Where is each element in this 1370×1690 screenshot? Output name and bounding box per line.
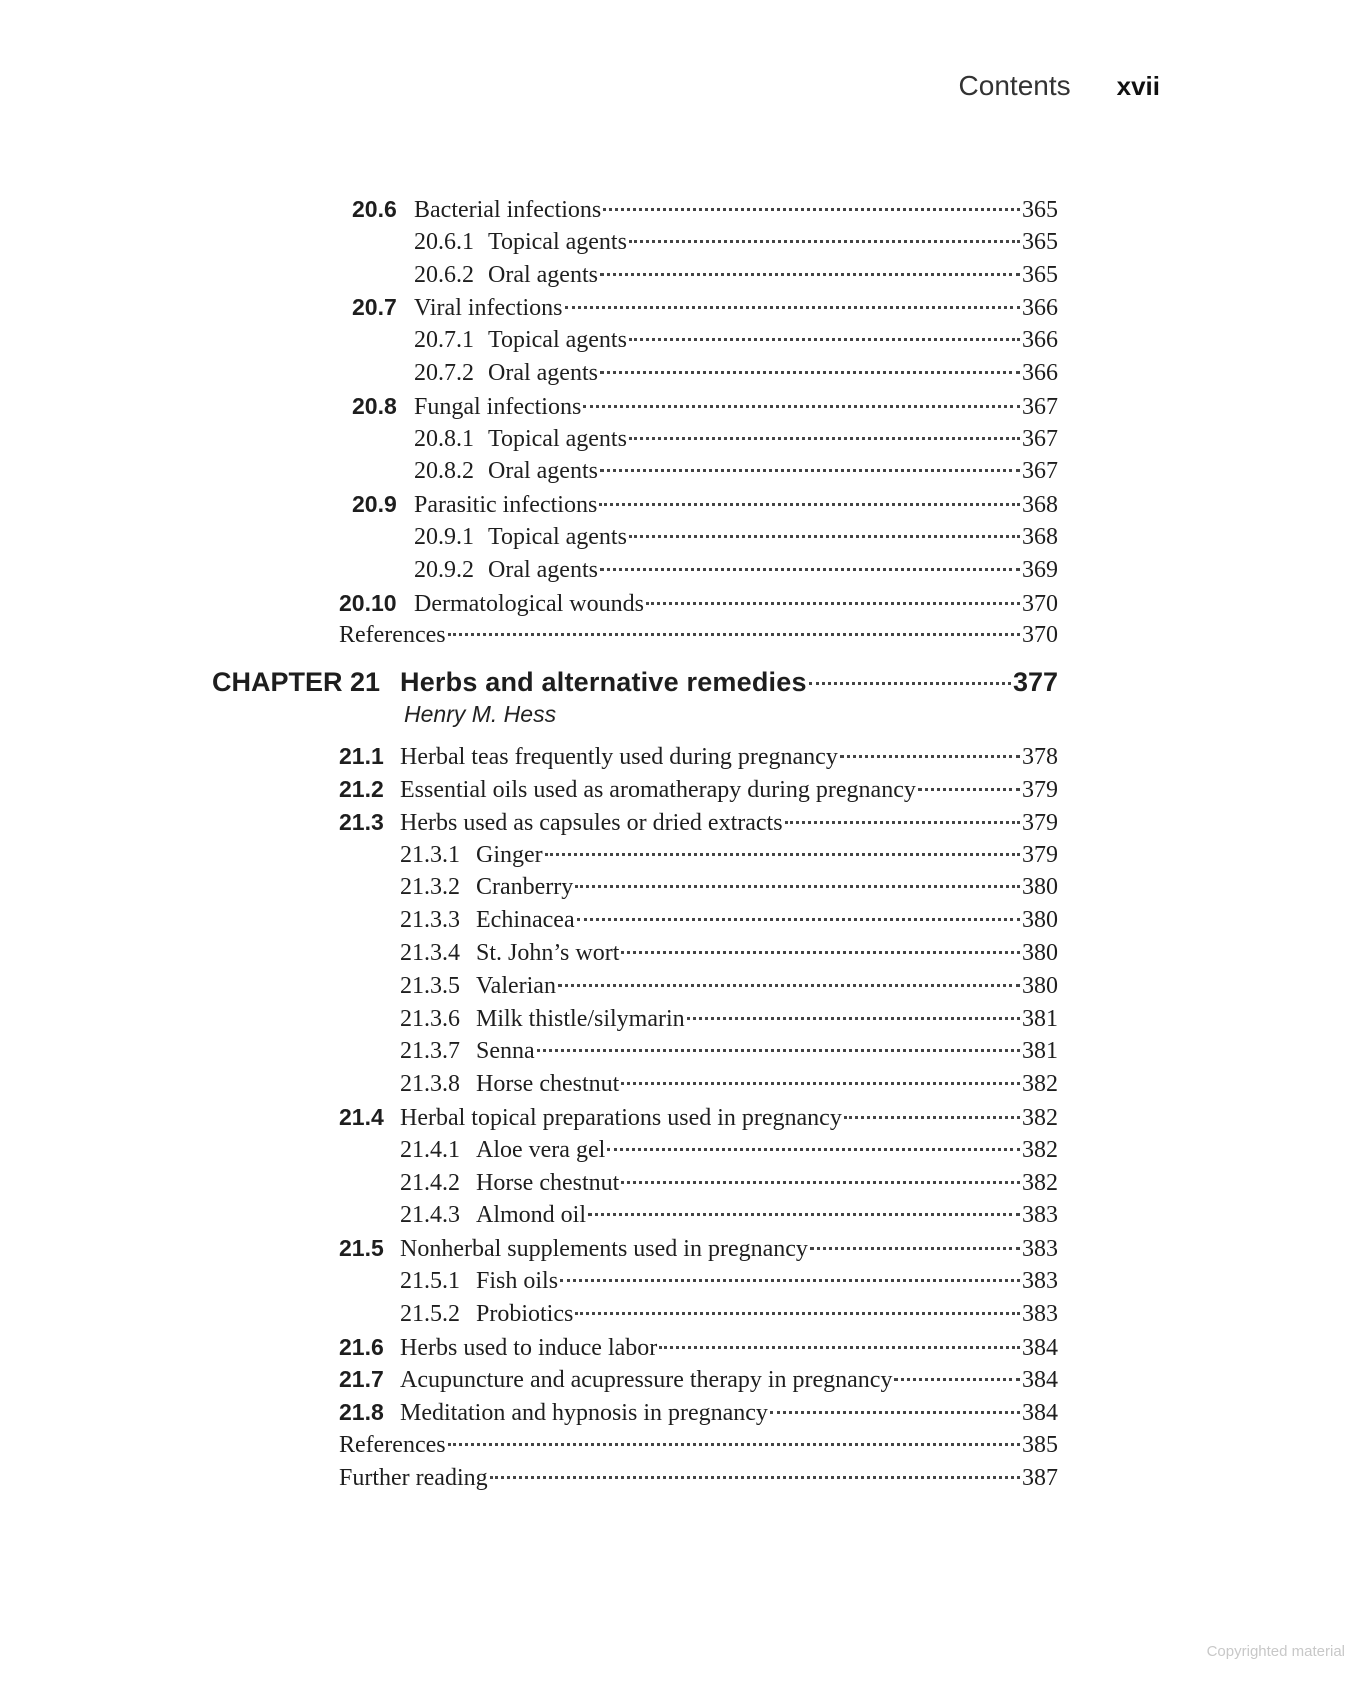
toc-entry-number: 21.4.3 [400, 1202, 460, 1229]
chapter-page: 377 [1012, 667, 1058, 698]
toc-entry[interactable] [414, 358, 1058, 388]
toc-entry-title: Horse chestnut [476, 1071, 620, 1098]
toc-entry[interactable] [400, 840, 1058, 870]
toc-entry-number: 20.10 [339, 589, 397, 616]
toc-entry-number: 21.3.5 [400, 972, 460, 999]
toc-entry-title: Cranberry [476, 874, 574, 901]
toc-entry-page: 387 [1022, 1464, 1058, 1491]
toc-entry-title: Topical agents [488, 228, 627, 255]
toc-entry-number: 21.1 [339, 743, 384, 770]
toc-entry-number: 21.6 [339, 1333, 384, 1360]
toc-entry-page: 382 [1022, 1071, 1058, 1098]
toc-entry[interactable] [352, 194, 1058, 225]
toc-entry[interactable] [400, 872, 1058, 902]
toc-entry-title: Probiotics [476, 1300, 574, 1327]
toc-entry[interactable] [400, 1266, 1058, 1296]
toc-entry-number: 21.3.3 [400, 907, 460, 934]
toc-entry-title: Echinacea [476, 907, 575, 934]
toc-entry-page: 368 [1022, 524, 1058, 550]
toc-entry-number: 21.2 [339, 776, 384, 802]
dot-leader [599, 503, 1020, 506]
toc-entry-title: Oral agents [488, 261, 598, 288]
toc-entry-page: 368 [1022, 492, 1058, 519]
toc-entry[interactable] [339, 1397, 1058, 1428]
toc-entry[interactable] [339, 1102, 1058, 1133]
dot-leader [621, 951, 1020, 954]
toc-entry-number: 21.3.2 [400, 874, 460, 901]
toc-entry-number: 21.8 [339, 1399, 384, 1426]
dot-leader [448, 633, 1020, 636]
toc-entry-page: 366 [1022, 295, 1058, 322]
toc-entry-title: Topical agents [488, 425, 627, 452]
dot-leader [490, 1476, 1020, 1479]
toc-entry-title: Fungal infections [414, 393, 582, 420]
toc-entry-page: 366 [1022, 327, 1058, 354]
toc-entry-page: 367 [1022, 458, 1058, 485]
toc-entry-title: Topical agents [488, 327, 627, 354]
toc-entry-title: Dermatological wounds [414, 590, 644, 617]
dot-leader [629, 338, 1020, 341]
toc-entry-title: Herbal topical preparations used in pregnancy [400, 1105, 842, 1131]
running-header [959, 70, 1160, 102]
toc-entry[interactable] [400, 1168, 1058, 1198]
toc-entry[interactable] [339, 774, 1058, 805]
dot-leader [621, 1181, 1020, 1184]
toc-entry-title: Fish oils [476, 1268, 559, 1294]
dot-leader [687, 1017, 1020, 1020]
toc-entry[interactable] [339, 807, 1058, 838]
toc-entry[interactable] [400, 1069, 1058, 1099]
dot-leader [583, 405, 1020, 408]
dot-leader [545, 853, 1020, 856]
toc-entry[interactable] [339, 1364, 1058, 1395]
toc-entry-title: References [339, 1432, 446, 1458]
dot-leader [840, 755, 1020, 758]
toc-entry-page: 380 [1022, 907, 1058, 934]
dot-leader [918, 788, 1020, 791]
toc-entry-title: Valerian [476, 972, 556, 999]
toc-entry-page: 381 [1022, 1005, 1058, 1032]
toc-entry-page: 383 [1022, 1236, 1058, 1263]
dot-leader [770, 1411, 1020, 1414]
toc-entry[interactable] [400, 1004, 1058, 1034]
toc-entry[interactable] [414, 227, 1058, 257]
toc-entry-number: 20.7.1 [414, 327, 474, 354]
toc-entry-title: St. John’s wort [476, 940, 620, 966]
toc-entry-number: 21.5.1 [400, 1268, 460, 1294]
toc-entry-page: 369 [1022, 556, 1058, 583]
toc-entry-number: 20.9.2 [414, 556, 474, 583]
toc-entry-number: 20.6.2 [414, 261, 474, 288]
dot-leader [809, 682, 1011, 685]
toc-entry[interactable] [400, 938, 1058, 968]
toc-entry-title: References [339, 622, 446, 649]
toc-entry-page: 379 [1022, 841, 1058, 868]
toc-entry[interactable] [352, 489, 1058, 520]
dot-leader [785, 821, 1020, 824]
toc-entry-page: 384 [1022, 1367, 1058, 1394]
toc-entry[interactable] [400, 905, 1058, 935]
toc-entry-number: 21.5 [339, 1235, 384, 1262]
dot-leader [810, 1247, 1020, 1250]
toc-entry-page: 367 [1022, 425, 1058, 452]
toc-entry-title: Oral agents [488, 458, 598, 485]
toc-entry-title: Viral infections [414, 295, 563, 322]
toc-entry[interactable] [400, 1299, 1058, 1329]
toc-entry-number: 20.8 [352, 392, 397, 419]
toc-entry-number: 21.5.2 [400, 1300, 460, 1327]
toc-entry-title: Oral agents [488, 360, 598, 386]
toc-entry[interactable] [414, 260, 1058, 290]
toc-entry[interactable] [339, 1332, 1058, 1363]
dot-leader [621, 1082, 1020, 1085]
toc-entry-number: 20.8.1 [414, 425, 474, 452]
toc-entry-page: 382 [1022, 1136, 1058, 1163]
dot-leader [560, 1279, 1020, 1282]
toc-entry[interactable] [339, 1463, 1058, 1493]
chapter-label: CHAPTER 21 [212, 667, 381, 698]
toc-entry-title: Meditation and hypnosis in pregnancy [400, 1400, 768, 1427]
dot-leader [588, 1213, 1020, 1216]
dot-leader [603, 208, 1020, 211]
toc-entry-number: 20.7 [352, 294, 397, 321]
toc-entry-number: 20.6 [352, 196, 397, 222]
dot-leader [600, 371, 1020, 374]
chapter-author: Henry M. Hess [404, 701, 557, 728]
toc-entry-page: 378 [1022, 744, 1058, 771]
toc-entry-number: 20.7.2 [414, 360, 474, 386]
toc-entry[interactable] [400, 1135, 1058, 1165]
toc-entry[interactable] [400, 1200, 1058, 1230]
toc-entry-page: 370 [1022, 590, 1058, 617]
toc-entry-page: 385 [1022, 1432, 1058, 1458]
dot-leader [600, 273, 1020, 276]
toc-entry[interactable] [339, 620, 1058, 650]
toc-entry[interactable] [352, 391, 1058, 422]
toc-entry-title: Oral agents [488, 556, 598, 583]
toc-entry[interactable] [339, 588, 1058, 619]
toc-entry-title: Topical agents [488, 524, 627, 550]
toc-entry-number: 21.3.4 [400, 940, 460, 966]
dot-leader [600, 568, 1020, 571]
dot-leader [575, 885, 1020, 888]
toc-entry-title: Ginger [476, 841, 543, 868]
toc-entry[interactable] [339, 1233, 1058, 1264]
toc-entry-page: 382 [1022, 1169, 1058, 1196]
toc-entry-page: 365 [1022, 197, 1058, 223]
toc-entry-title: Senna [476, 1038, 535, 1065]
toc-entry-page: 383 [1022, 1202, 1058, 1229]
toc-entry-page: 384 [1022, 1334, 1058, 1361]
toc-entry-number: 21.3.6 [400, 1005, 460, 1032]
dot-leader [607, 1148, 1020, 1151]
dot-leader [659, 1346, 1020, 1349]
dot-leader [575, 1312, 1020, 1315]
toc-entry-page: 383 [1022, 1268, 1058, 1294]
toc-entry-title: Almond oil [476, 1202, 587, 1229]
toc-entry-number: 21.3.1 [400, 841, 460, 868]
toc-entry-number: 21.4 [339, 1104, 384, 1130]
dot-leader [844, 1116, 1020, 1119]
toc-entry[interactable] [400, 1036, 1058, 1066]
toc-entry-page: 382 [1022, 1105, 1058, 1131]
dot-leader [894, 1378, 1020, 1381]
toc-entry-number: 20.8.2 [414, 458, 474, 485]
toc-entry-title: Essential oils used as aromatherapy during pregnancy [400, 777, 916, 803]
toc-entry-title: Parasitic infections [414, 492, 598, 519]
toc-entry-title: Herbal teas frequently used during pregnancy [400, 744, 838, 771]
copyright-watermark: Copyrighted material [1206, 1643, 1345, 1660]
toc-entry-title: Bacterial infections [414, 197, 602, 223]
toc-entry[interactable] [414, 522, 1058, 552]
toc-entry-page: 380 [1022, 972, 1058, 999]
header-title: Contents [958, 70, 1071, 101]
toc-entry-page: 384 [1022, 1400, 1058, 1427]
toc-entry-number: 20.9 [352, 491, 397, 518]
toc-entry-page: 370 [1022, 622, 1058, 649]
toc-entry-page: 366 [1022, 360, 1058, 386]
dot-leader [600, 469, 1020, 472]
toc-entry-title: Milk thistle/silymarin [476, 1005, 685, 1032]
dot-leader [537, 1049, 1020, 1052]
toc-entry[interactable] [414, 325, 1058, 355]
dot-leader [629, 437, 1020, 440]
toc-entry-title: Horse chestnut [476, 1169, 620, 1196]
toc-entry-number: 20.9.1 [414, 524, 474, 550]
toc-entry[interactable] [414, 555, 1058, 585]
toc-entry-page: 379 [1022, 777, 1058, 803]
dot-leader [646, 602, 1020, 605]
toc-entry-title: Further reading [339, 1464, 488, 1491]
toc-entry-page: 380 [1022, 940, 1058, 966]
chapter-title: Herbs and alternative remedies [400, 667, 807, 698]
toc-entry-page: 381 [1022, 1038, 1058, 1065]
toc-entry-title: Nonherbal supplements used in pregnancy [400, 1236, 808, 1263]
toc-entry-title: Aloe vera gel [476, 1136, 606, 1163]
header-page-number: xvii [1116, 71, 1160, 101]
toc-entry-number: 21.4.1 [400, 1136, 460, 1163]
dot-leader [629, 535, 1020, 538]
toc-entry-page: 365 [1022, 228, 1058, 255]
dot-leader [629, 240, 1020, 243]
toc-entry[interactable] [339, 1430, 1058, 1460]
toc-entry-page: 367 [1022, 393, 1058, 420]
toc-entry-number: 21.3.8 [400, 1071, 460, 1098]
toc-entry-number: 21.3 [339, 808, 384, 835]
toc-entry-number: 21.3.7 [400, 1038, 460, 1065]
toc-entry-page: 383 [1022, 1300, 1058, 1327]
toc-entry-page: 379 [1022, 809, 1058, 836]
dot-leader [448, 1443, 1020, 1446]
toc-entry-title: Acupuncture and acupressure therapy in pregnancy [400, 1367, 893, 1394]
dot-leader [565, 306, 1020, 309]
toc-entry[interactable] [352, 292, 1058, 323]
dot-leader [558, 984, 1020, 987]
toc-entry-number: 21.7 [339, 1366, 384, 1393]
toc-entry[interactable] [414, 456, 1058, 486]
toc-entry-title: Herbs used as capsules or dried extracts [400, 809, 783, 836]
toc-entry-page: 380 [1022, 874, 1058, 901]
toc-entry[interactable] [339, 741, 1058, 772]
toc-entry-number: 20.6.1 [414, 228, 474, 255]
toc-entry[interactable] [414, 424, 1058, 454]
dot-leader [577, 918, 1020, 921]
toc-entry-page: 365 [1022, 261, 1058, 288]
chapter-heading[interactable] [212, 667, 1058, 697]
toc-entry-number: 21.4.2 [400, 1169, 460, 1196]
toc-entry-title: Herbs used to induce labor [400, 1334, 658, 1361]
toc-entry[interactable] [400, 971, 1058, 1001]
